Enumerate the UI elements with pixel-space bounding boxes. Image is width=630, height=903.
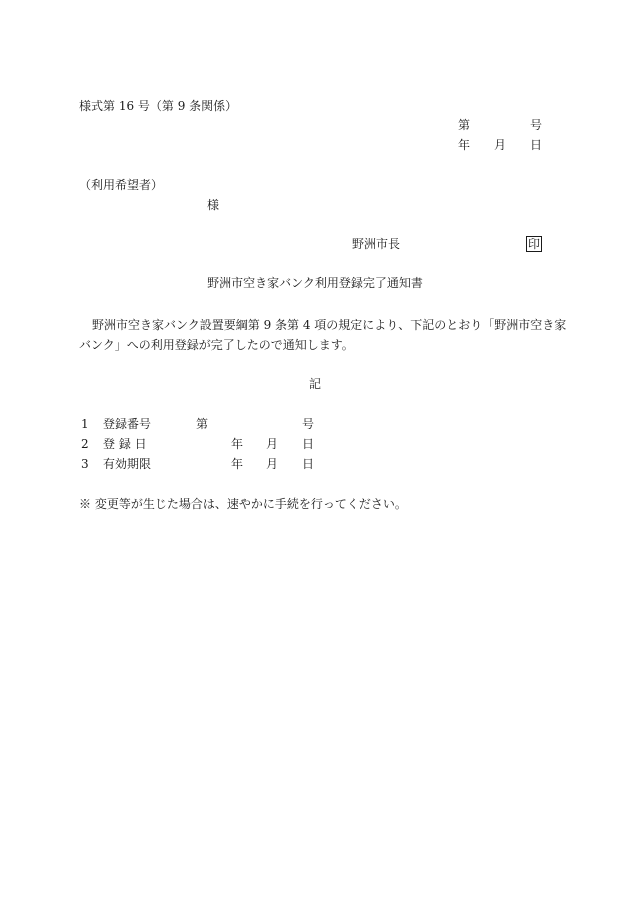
issuer-name: 野洲市長 bbox=[352, 237, 401, 251]
form-number: 様式第 16 号（第 9 条関係） bbox=[79, 99, 238, 113]
item-3-number: 3 bbox=[81, 457, 89, 471]
item-1-label: 登録番号 bbox=[103, 417, 152, 431]
item-2-day: 日 bbox=[302, 437, 315, 451]
item-2-number: 2 bbox=[81, 437, 89, 451]
item-1-prefix: 第 bbox=[196, 417, 209, 431]
document-title: 野洲市空き家バンク利用登録完了通知書 bbox=[207, 276, 423, 290]
item-2-year: 年 bbox=[231, 437, 244, 451]
ki-heading: 記 bbox=[308, 377, 321, 391]
doc-number-suffix: 号 bbox=[530, 118, 543, 132]
item-1-number: 1 bbox=[81, 417, 89, 431]
seal-mark: 印 bbox=[528, 237, 541, 251]
item-3-year: 年 bbox=[231, 457, 244, 471]
recipient-honorific: 様 bbox=[207, 198, 220, 212]
body-line-2: バンク」への利用登録が完了したので通知します。 bbox=[79, 338, 354, 352]
item-3-label: 有効期限 bbox=[103, 457, 152, 471]
date-day: 日 bbox=[530, 138, 543, 152]
item-3-month: 月 bbox=[266, 457, 279, 471]
date-year: 年 bbox=[458, 138, 471, 152]
item-2-month: 月 bbox=[266, 437, 279, 451]
date-month: 月 bbox=[494, 138, 507, 152]
item-2-label: 登 録 日 bbox=[103, 437, 147, 451]
body-line-1: 野洲市空き家バンク設置要綱第 9 条第 4 項の規定により、下記のとおり「野洲市空き家 bbox=[92, 318, 567, 332]
note: ※ 変更等が生じた場合は、速やかに手続を行ってください。 bbox=[79, 497, 407, 511]
item-3-day: 日 bbox=[302, 457, 315, 471]
doc-number-prefix: 第 bbox=[458, 118, 471, 132]
recipient-label: （利用希望者） bbox=[79, 178, 164, 192]
item-1-suffix: 号 bbox=[302, 417, 315, 431]
